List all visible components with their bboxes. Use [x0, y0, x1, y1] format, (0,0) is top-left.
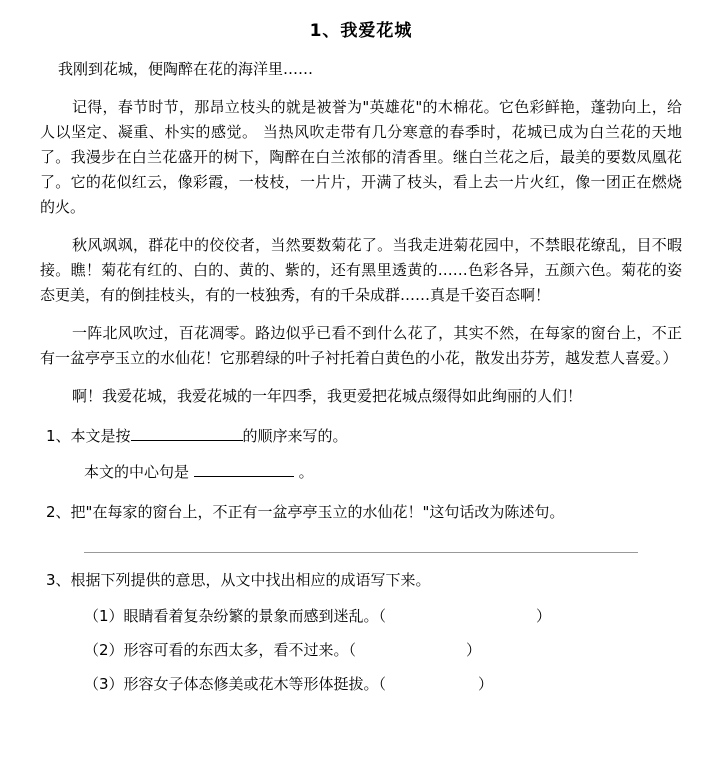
question-2: 2、把"在每家的窗台上，不正有一盆亭亭玉立的水仙花！"这句话改为陈述句。 [46, 503, 565, 521]
question-3: 3、根据下列提供的意思，从文中找出相应的成语写下来。 [46, 571, 431, 589]
question-3-item-3 [84, 671, 682, 697]
question-1-sub-blank[interactable] [194, 476, 294, 477]
question-3-item-1-text: （1）眼睛看着复杂纷繁的景象而感到迷乱。（ [84, 607, 387, 625]
question-3-item-3-text: （3）形容女子体态修美或花木等形体挺拔。（ [84, 675, 387, 693]
question-3-item-2-close: ） [466, 641, 482, 659]
answer-line[interactable] [84, 551, 638, 553]
paragraph-1: 我刚到花城，便陶醉在花的海洋里…… [58, 60, 314, 78]
paragraph-5: 啊！我爱花城，我爱花城的一年四季，我更爱把花城点缀得如此绚丽的人们！ [72, 387, 583, 405]
question-1-sub-prefix: 本文的中心句是 [84, 463, 190, 481]
question-1-sub-suffix: 。 [298, 463, 314, 481]
paragraph-2: 记得，春节时节，那昂立枝头的就是被誉为"英雄花"的木棉花。它色彩鲜艳，蓬勃向上，给人以坚定、凝重、朴实的感觉。 当热风吹走带有几分寒意的春季时，花城已成为白兰花的天地了。我漫步在白兰花盛开的树下，陶醉在白兰浓郁的清香里。继白兰花之后，最美的要数凤凰花了。它的花似红云，像彩霞，一枝枝，一片片，开满了枝头，看上去一片火红，像一团正在燃烧的火。 [40, 98, 682, 216]
question-1-blank[interactable] [131, 440, 243, 441]
question-1-suffix: 的顺序来写的。 [242, 427, 348, 445]
question-1 [40, 423, 682, 449]
paragraph-4: 一阵北风吹过，百花凋零。路边似乎已看不到什么花了，其实不然，在每家的窗台上，不正有一盆亭亭玉立的水仙花！它那碧绿的叶子衬托着白黄色的小花，散发出芬芳，越发惹人喜爱。） [40, 324, 682, 367]
question-3-item-3-close: ） [478, 675, 494, 693]
document-page [0, 16, 722, 764]
question-3-item-1 [84, 603, 682, 629]
paragraph-3: 秋风飒飒，群花中的佼佼者，当然要数菊花了。当我走进菊花园中，不禁眼花缭乱，目不暇接。瞧！菊花有红的、白的、黄的、紫的，还有黑里透黄的……色彩各异，五颜六色。菊花的姿态更美，有的倒挂枝头，有的一枝独秀，有的千朵成群……真是千姿百态啊！ [40, 236, 682, 304]
question-1-prefix: 1、本文是按 [46, 427, 131, 445]
question-3-item-2-text: （2）形容可看的东西太多，看不过来。（ [84, 641, 357, 659]
page-title: 1、我爱花城 [309, 21, 413, 41]
question-1-sub [84, 459, 682, 485]
question-3-item-1-close: ） [536, 607, 552, 625]
question-3-item-2 [84, 637, 682, 663]
